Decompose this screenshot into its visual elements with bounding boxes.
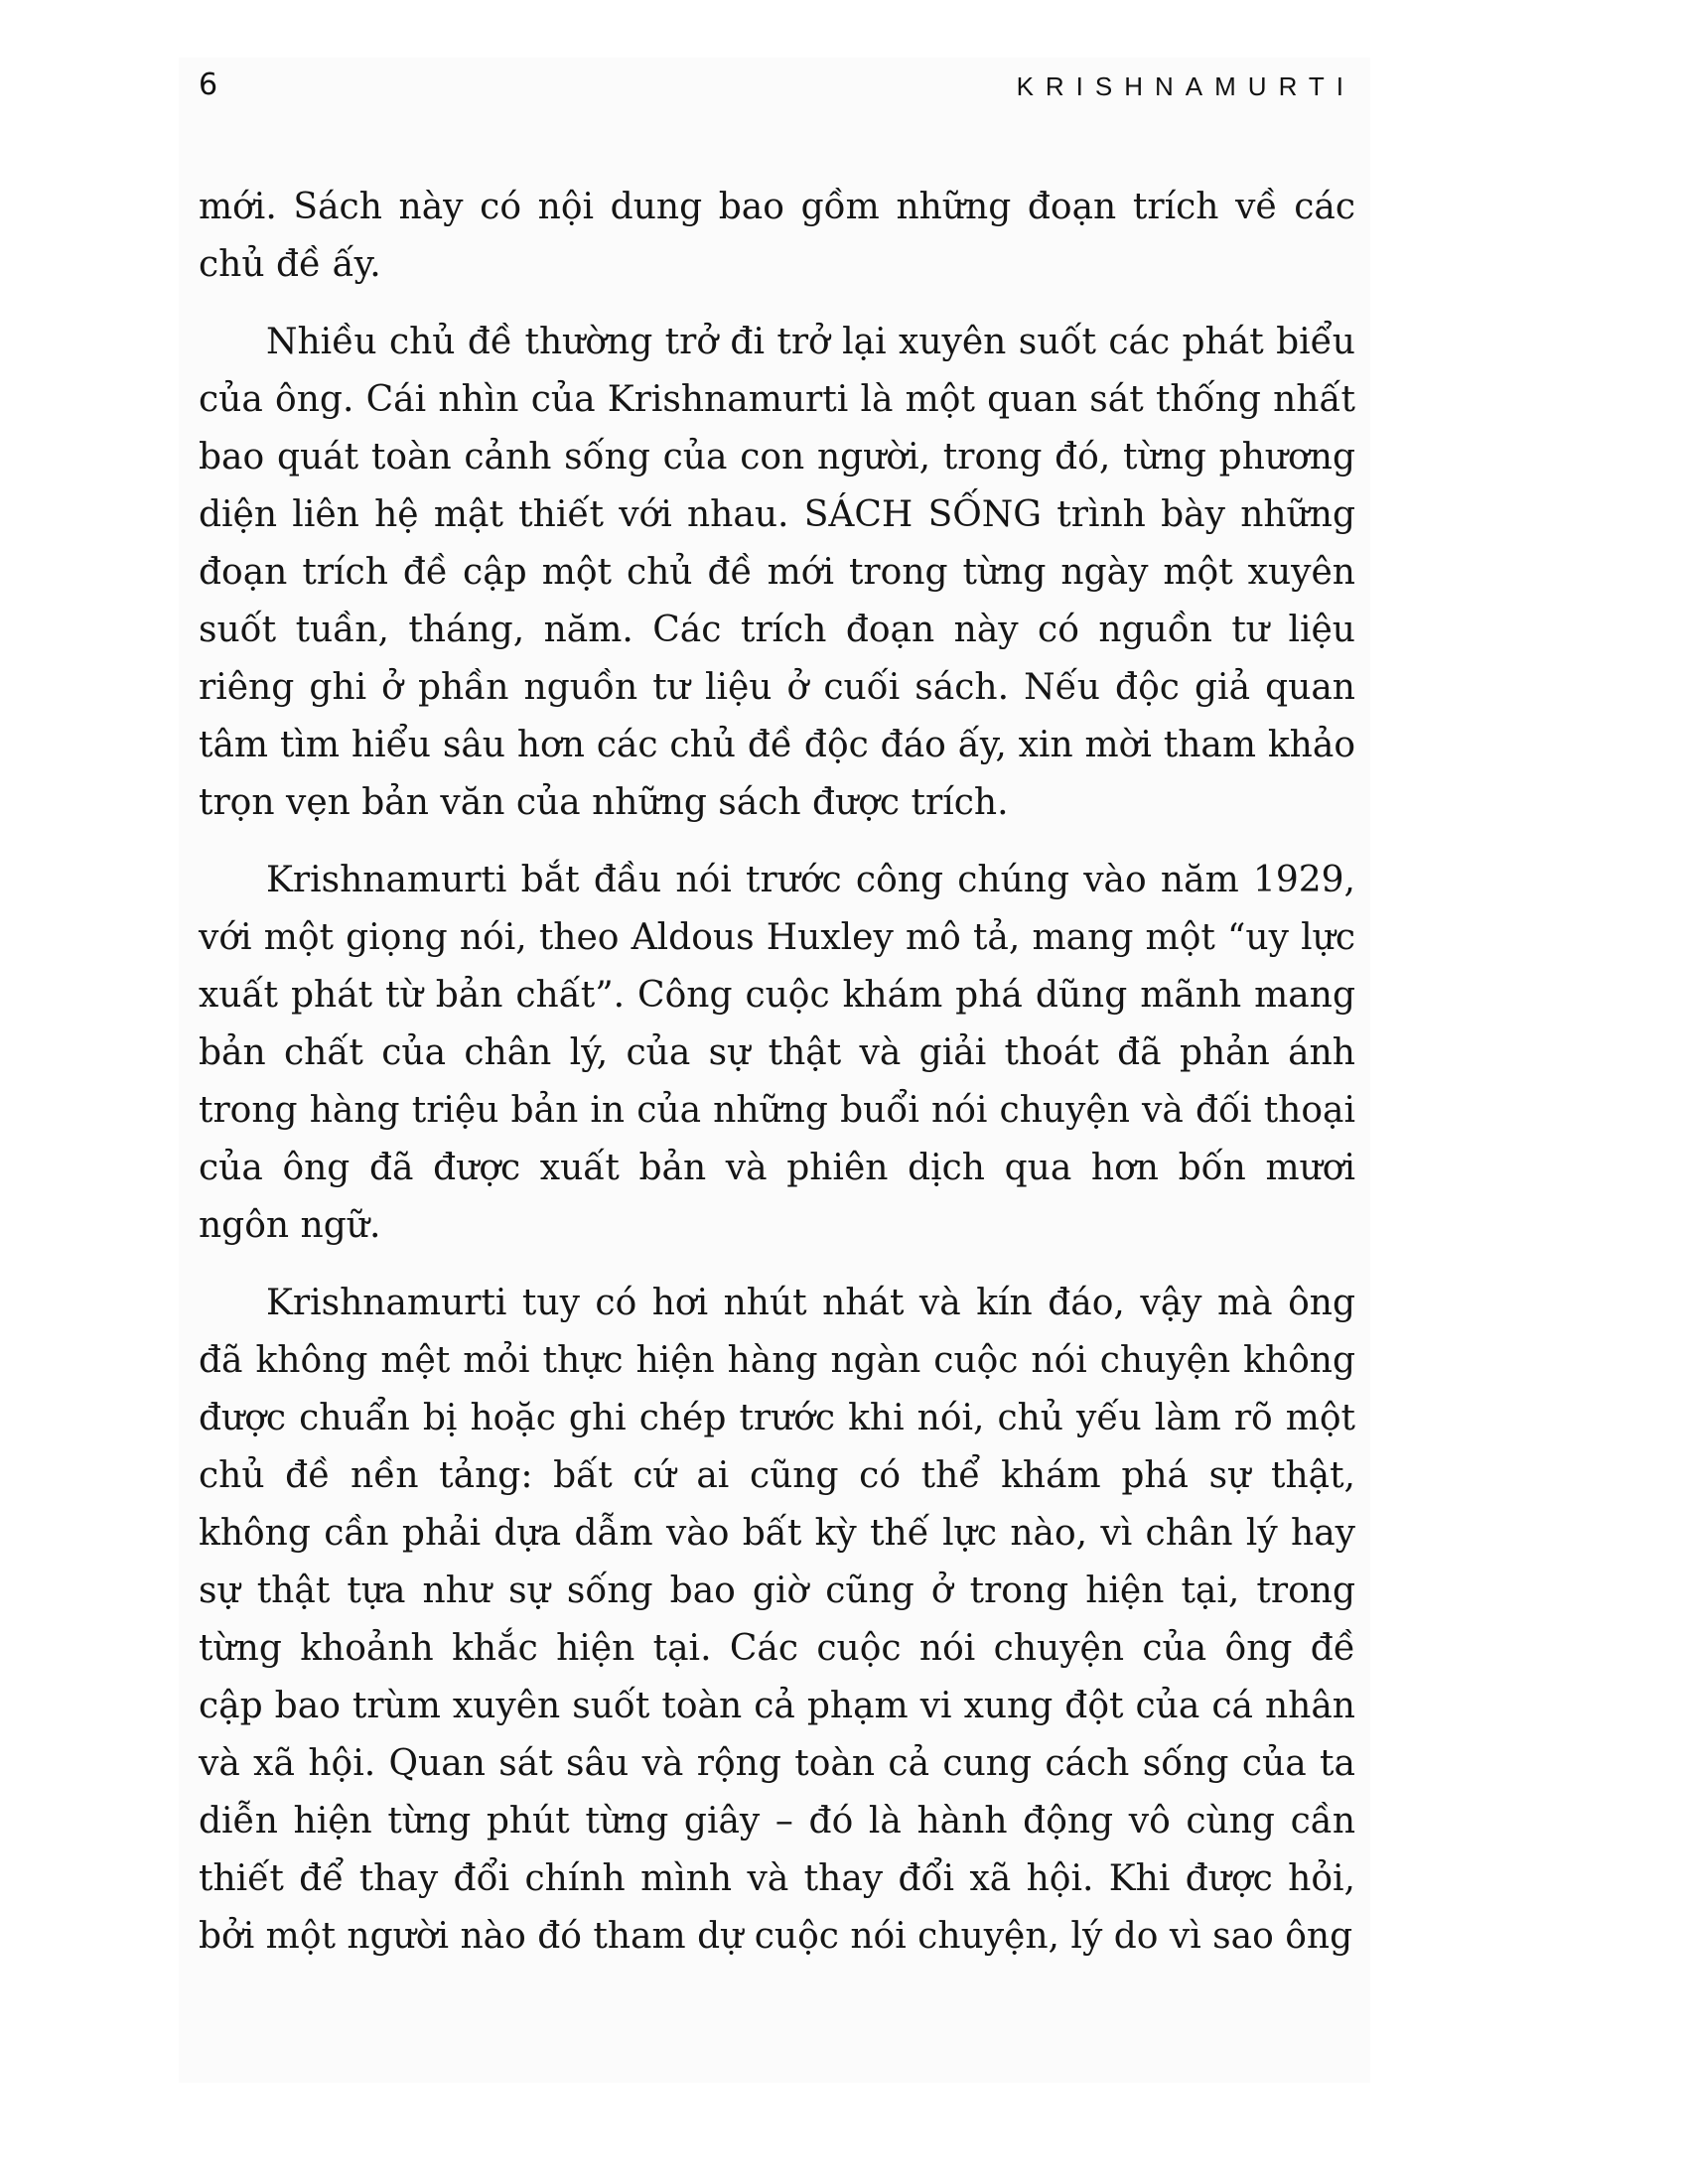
paragraph: Krishnamurti bắt đầu nói trước công chúng vào năm 1929, với một giọng nói, theo Aldous Huxley mô tả, mang một “uy lực xuất phát từ bản chất”. Công cuộc khám phá dũng mãnh mang bản chất của chân lý, của sự thật và giải thoát đã phản ánh trong hàng triệu bản in của những buổi nói chuyện và đối thoại của ông đã được xuất bản và phiên dịch qua hơn bốn mươi ngôn ngữ.	[199, 860, 1355, 1246]
running-head: KRISHNAMURTI	[1016, 71, 1355, 101]
paragraph-continuation: mới. Sách này có nội dung bao gồm những đoạn trích về các chủ đề ấy.	[199, 187, 1355, 285]
body-text	[199, 179, 1355, 1985]
paragraph: Krishnamurti tuy có hơi nhút nhát và kín đáo, vậy mà ông đã không mệt mỏi thực hiện hàng ngàn cuộc nói chuyện không được chuẩn bị hoặc ghi chép trước khi nói, chủ yếu làm rõ một chủ đề nền tảng: bất cứ ai cũng có thể khám phá sự thật, không cần phải dựa dẫm vào bất kỳ thế lực nào, vì chân lý hay sự thật tựa như sự sống bao giờ cũng ở trong hiện tại, trong từng khoảnh khắc hiện tại. Các cuộc nói chuyện của ông đề cập bao trùm xuyên suốt toàn cả phạm vi xung đột của cá nhân và xã hội. Quan sát sâu và rộng toàn cả cung cách sống của ta diễn hiện từng phút từng giây – đó là hành động vô cùng cần thiết để thay đổi chính mình và thay đổi xã hội. Khi được hỏi, bởi một người nào đó tham dự cuộc nói chuyện, lý do vì sao ông	[199, 1283, 1355, 1957]
page-header	[199, 68, 1355, 107]
page-number: 6	[199, 68, 218, 102]
paragraph: Nhiều chủ đề thường trở đi trở lại xuyên suốt các phát biểu của ông. Cái nhìn của Krishnamurti là một quan sát thống nhất bao quát toàn cảnh sống của con người, trong đó, từng phương diện liên hệ mật thiết với nhau. SÁCH SỐNG trình bày những đoạn trích đề cập một chủ đề mới trong từng ngày một xuyên suốt tuần, tháng, năm. Các trích đoạn này có nguồn tư liệu riêng ghi ở phần nguồn tư liệu ở cuối sách. Nếu độc giả quan tâm tìm hiểu sâu hơn các chủ đề độc đáo ấy, xin mời tham khảo trọn vẹn bản văn của những sách được trích.	[199, 322, 1355, 823]
